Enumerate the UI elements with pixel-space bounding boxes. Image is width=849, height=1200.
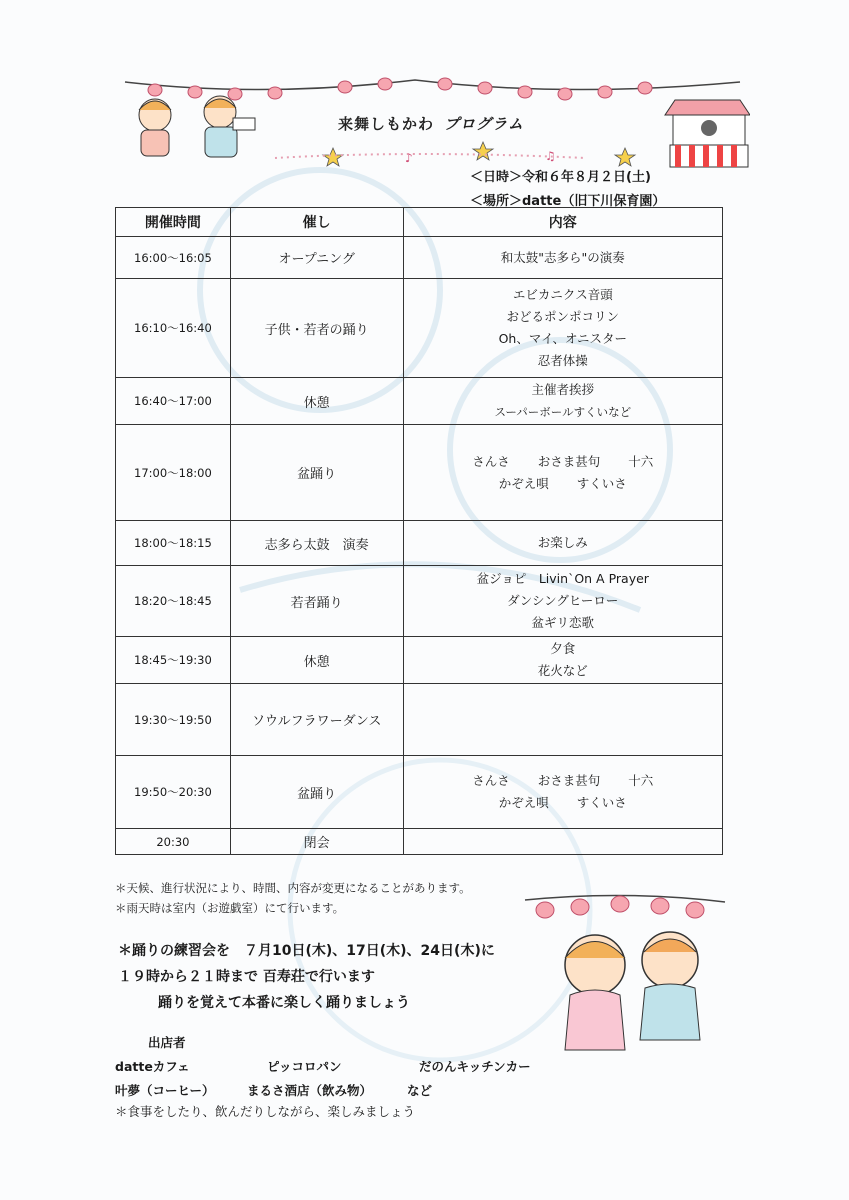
schedule-table: [115, 207, 723, 855]
detail-line: [458, 451, 667, 473]
shop-name: まるさ酒店（飲み物）: [247, 1083, 373, 1098]
detail-line: ダンシングヒーロー: [507, 593, 619, 608]
row-time: 16:40～17:00: [116, 378, 231, 425]
row-details: [403, 829, 722, 855]
song-name: おさま甚句: [537, 453, 601, 469]
practice-line: ＊踊りの練習会を ７月10日(木)、17日(木)、24日(木)に: [118, 943, 495, 959]
detail-line: 忍者体操: [537, 353, 588, 368]
header-event: 催し: [230, 208, 403, 237]
shops-row: [115, 1055, 531, 1079]
header-details: 内容: [403, 208, 722, 237]
row-time: 18:00～18:15: [116, 521, 231, 566]
program-title: [338, 113, 524, 134]
detail-line: [485, 473, 641, 495]
row-event: ソウルフラワーダンス: [230, 684, 403, 756]
song-name: すくいさ: [576, 795, 627, 810]
row-details: [403, 521, 722, 566]
detail-line: [458, 770, 667, 792]
header-time: 開催時間: [116, 208, 231, 237]
shop-name: datteカフェ: [115, 1059, 190, 1074]
shop-name: 叶夢（コーヒー）: [115, 1083, 215, 1098]
detail-line: エビカニクス音頭: [512, 287, 613, 302]
song-name: すくいさ: [576, 475, 627, 491]
kids-illustration-left: [139, 96, 255, 157]
row-details: [403, 637, 722, 684]
row-event: オープニング: [230, 237, 403, 279]
closing-note: ＊食事をしたり、飲んだりしながら、楽しみましょう: [115, 1104, 416, 1119]
table-row: [116, 637, 723, 684]
row-event: 閉会: [230, 829, 403, 855]
row-event: 志多ら太鼓 演奏: [230, 521, 403, 566]
shop-name: など: [407, 1083, 433, 1098]
song-name: さんさ: [472, 453, 510, 469]
notes: [115, 878, 471, 918]
row-event: 若者踊り: [230, 566, 403, 637]
row-details: [403, 684, 722, 756]
table-header-row: [116, 208, 723, 237]
row-event: 休憩: [230, 637, 403, 684]
row-details: [403, 279, 722, 378]
row-event: 休憩: [230, 378, 403, 425]
shops-heading: 出店者: [148, 1035, 186, 1050]
row-event: 盆踊り: [230, 425, 403, 521]
row-details: [403, 566, 722, 637]
row-event: 盆踊り: [230, 756, 403, 829]
detail-line: [485, 792, 641, 814]
row-time: 20:30: [116, 829, 231, 855]
event-date: ＜日時＞令和６年８月２日(土): [470, 170, 651, 185]
detail-line: 夕食: [550, 641, 576, 656]
detail-line: お楽しみ: [537, 535, 588, 550]
table-row: [116, 566, 723, 637]
table-row: [116, 756, 723, 829]
detail-line: おどるポンポコリン: [506, 309, 620, 324]
song-name: おさま甚句: [537, 773, 601, 788]
row-time: 19:30～19:50: [116, 684, 231, 756]
event-place: ＜場所＞datte（旧下川保育園）: [470, 194, 666, 209]
detail-line: 盆ギリ恋歌: [531, 615, 595, 630]
row-time: 16:00～16:05: [116, 237, 231, 279]
shop-name: だのんキッチンカー: [419, 1059, 531, 1074]
table-row: [116, 684, 723, 756]
table-row: [116, 521, 723, 566]
row-event: 子供・若者の踊り: [230, 279, 403, 378]
svg-text:♫: ♫: [545, 149, 556, 163]
row-time: 18:20～18:45: [116, 566, 231, 637]
detail-line: 花火など: [537, 663, 588, 678]
table-row: [116, 425, 723, 521]
song-name: さんさ: [472, 773, 510, 788]
row-details: [403, 425, 722, 521]
table-row: [116, 237, 723, 279]
row-details: [403, 237, 722, 279]
row-time: 19:50～20:30: [116, 756, 231, 829]
row-time: 16:10～16:40: [116, 279, 231, 378]
practice-notice: [118, 938, 495, 1016]
table-row: [116, 829, 723, 855]
event-name: 来舞しもかわ: [338, 115, 435, 133]
festival-stall-illustration: [665, 100, 750, 167]
detail-line: Oh、マイ、オニスター: [498, 331, 627, 346]
row-time: 17:00～18:00: [116, 425, 231, 521]
row-details: [403, 756, 722, 829]
shops-row: [115, 1079, 531, 1103]
practice-line: 踊りを覚えて本番に楽しく踊りましょう: [158, 995, 410, 1011]
detail-line: スーパーボールすくいなど: [494, 405, 632, 419]
shop-name: ピッコロパン: [267, 1059, 342, 1074]
svg-text:♪: ♪: [405, 151, 413, 165]
detail-line: 盆ジョピ Livin`On A Prayer: [476, 571, 649, 586]
song-name: かぞえ唄: [498, 475, 549, 491]
note-line: ＊雨天時は室内（お遊戯室）にて行います。: [115, 901, 345, 915]
detail-line: 主催者挨拶: [531, 382, 595, 397]
detail-line: 和太鼓"志多ら"の演奏: [500, 249, 625, 265]
table-row: [116, 378, 723, 425]
shops-list: [115, 1055, 531, 1103]
song-name: 十六: [628, 453, 654, 469]
kids-illustration-right: [520, 890, 730, 1060]
song-name: かぞえ唄: [498, 795, 549, 810]
row-time: 18:45～19:30: [116, 637, 231, 684]
practice-line: １９時から２１時まで 百寿荘で行います: [118, 969, 375, 985]
table-row: [116, 279, 723, 378]
program-label: プログラム: [444, 115, 524, 133]
row-details: [403, 378, 722, 425]
note-line: ＊天候、進行状況により、時間、内容が変更になることがあります。: [115, 881, 471, 895]
song-name: 十六: [628, 773, 654, 788]
